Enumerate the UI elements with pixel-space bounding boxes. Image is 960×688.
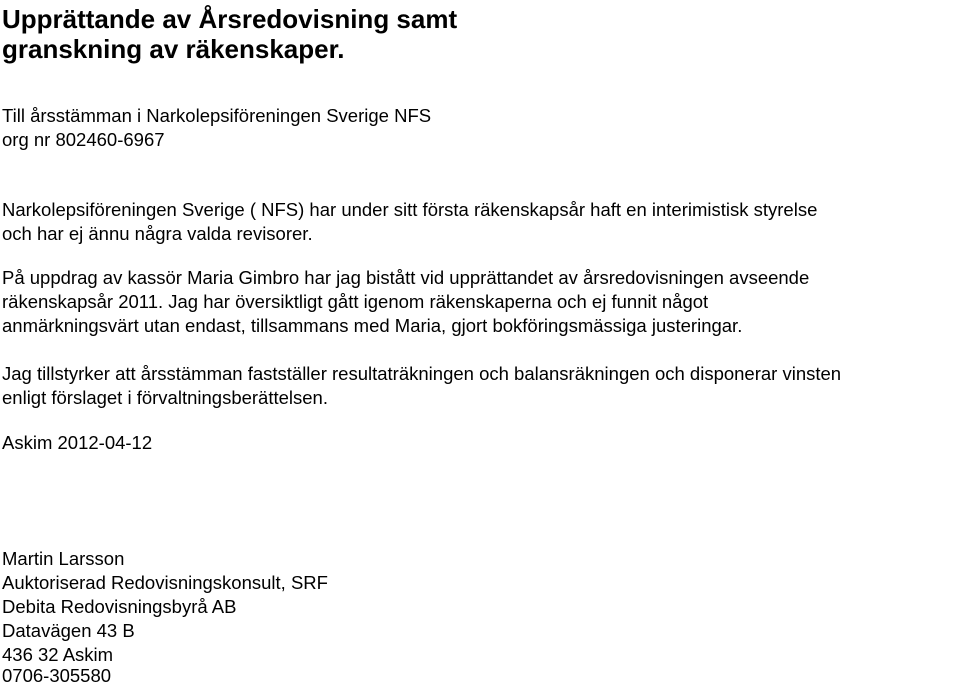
- paragraph-2-line-3: anmärkningsvärt utan endast, tillsammans med Maria, gjort bokföringsmässiga justeringar.: [2, 315, 743, 336]
- recipient-line-1: Till årsstämman i Narkolepsiföreningen Sverige NFS: [2, 105, 432, 126]
- paragraph-2-line-2: räkenskapsår 2011. Jag har översiktligt gått igenom räkenskaperna och ej funnit något: [2, 291, 709, 312]
- title-line-2: granskning av räkenskaper.: [2, 34, 345, 64]
- signature-company: Debita Redovisningsbyrå AB: [2, 596, 237, 617]
- signature-name: Martin Larsson: [2, 548, 125, 569]
- signature-title: Auktoriserad Redovisningskonsult, SRF: [2, 572, 328, 593]
- paragraph-1-line-1: Narkolepsiföreningen Sverige ( NFS) har under sitt första räkenskapsår haft en interimistisk styrelse: [2, 199, 818, 220]
- place-date: Askim 2012-04-12: [2, 432, 153, 453]
- paragraph-3-line-2: enligt förslaget i förvaltningsberättelsen.: [2, 387, 328, 408]
- paragraph-2-line-1: På uppdrag av kassör Maria Gimbro har jag bistått vid upprättandet av årsredovisningen avseende: [2, 267, 810, 288]
- document-title: [2, 4, 702, 64]
- signature-phone: 0706-305580: [2, 665, 112, 686]
- signature-postal: 436 32 Askim: [2, 644, 114, 665]
- paragraph-1-line-2: och har ej ännu några valda revisorer.: [2, 223, 313, 244]
- paragraph-3-line-1: Jag tillstyrker att årsstämman fastställer resultaträkningen och balansräkningen och disponerar vinsten: [2, 363, 842, 384]
- recipient-org-number: org nr 802460-6967: [2, 129, 165, 150]
- signature-street: Datavägen 43 B: [2, 620, 135, 641]
- title-line-1: Upprättande av Årsredovisning samt: [2, 4, 458, 34]
